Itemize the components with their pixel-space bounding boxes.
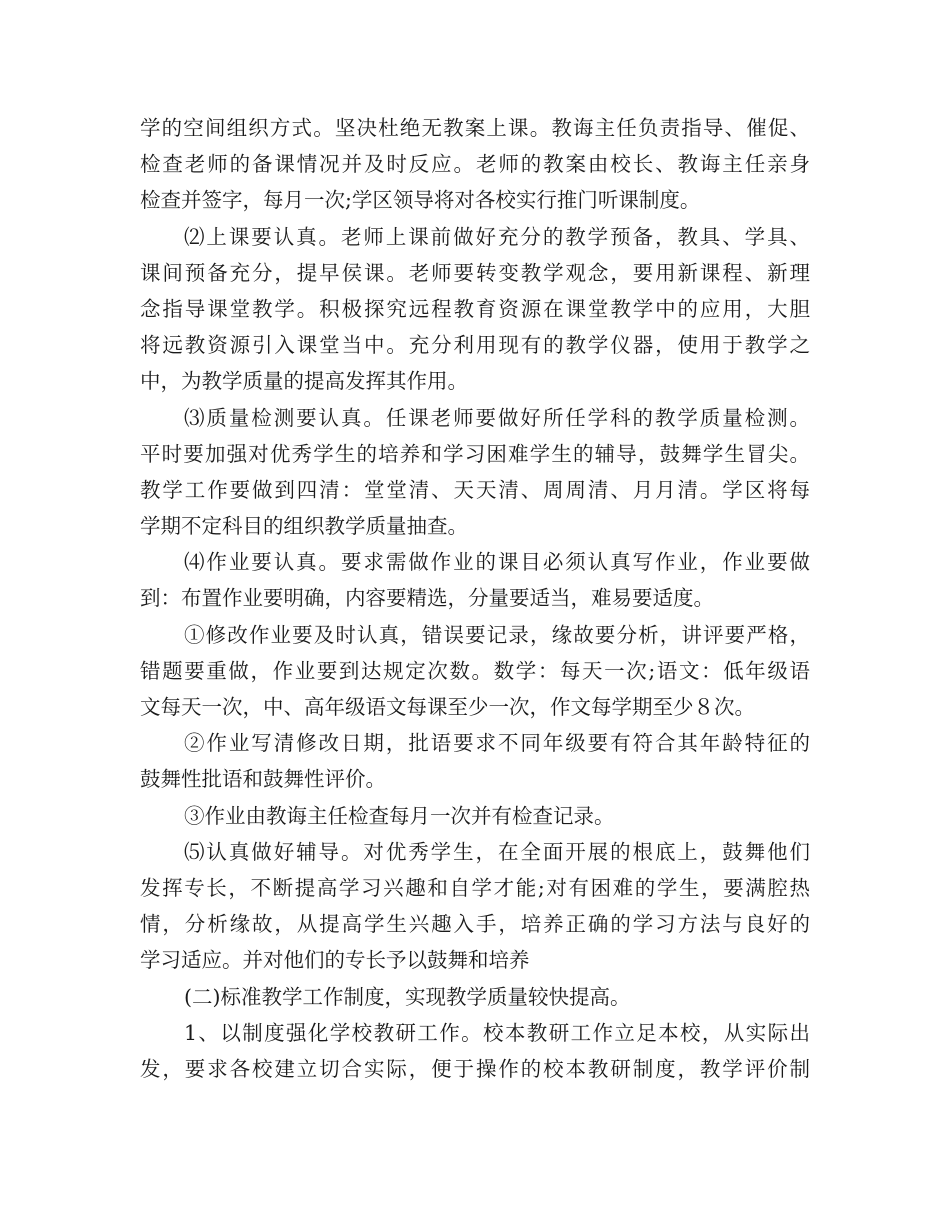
document-page — [140, 110, 810, 1087]
text-line: 情，分析缘故，从提高学生兴趣入手，培养正确的学习方法与良好的 — [140, 912, 810, 937]
text-line: 学的空间组织方式。坚决杜绝无教案上课。教诲主任负责指导、催促、 — [140, 116, 810, 140]
text-line: 错题要重做，作业要到达规定次数。数学：每天一次;语文：低年级语 — [140, 658, 810, 683]
text-line: 课间预备充分，提早侯课。老师要转变教学观念，要用新课程、新理 — [140, 260, 810, 285]
text-line: 文每天一次，中、高年级语文每课至少一次，作文每学期至少８次。 — [140, 695, 755, 719]
text-line: 鼓舞性批语和鼓舞性评价。 — [140, 767, 386, 792]
text-line: ②作业写清修改日期，批语要求不同年级要有符合其年龄特征的 — [184, 731, 810, 756]
text-line: 平时要加强对优秀学生的培养和学习困难学生的辅导，鼓舞学生冒尖。 — [140, 441, 810, 466]
text-line: ⑸认真做好辅导。对优秀学生，在全面开展的根底上，鼓舞他们 — [184, 839, 810, 864]
text-line: 到：布置作业要明确，内容要精选，分量要适当，难易要适度。 — [140, 586, 714, 611]
text-line: 学习适应。并对他们的专长予以鼓舞和培养 — [140, 948, 530, 973]
text-line: ⑶质量检测要认真。任课老师要做好所任学科的教学质量检测。 — [184, 405, 810, 430]
text-line: ①修改作业要及时认真，错误要记录，缘故要分析，讲评要严格， — [184, 622, 810, 647]
text-line: 将远教资源引入课堂当中。充分利用现有的教学仪器，使用于教学之 — [140, 333, 810, 358]
text-line: 教学工作要做到四清：堂堂清、天天清、周周清、月月清。学区将每 — [140, 477, 810, 502]
text-line: 中，为教学质量的提高发挥其作用。 — [140, 369, 468, 394]
text-line: 念指导课堂教学。积极探究远程教育资源在课堂教学中的应用，大胆 — [140, 296, 810, 321]
text-line: ⑵上课要认真。老师上课前做好充分的教学预备，教具、学具、 — [184, 224, 810, 249]
text-line: ③作业由教诲主任检查每月一次并有检查记录。 — [184, 803, 615, 828]
text-line: 发挥专长，不断提高学习兴趣和自学才能;对有困难的学生，要满腔热 — [140, 875, 810, 900]
text-line: 学期不定科目的组织教学质量抽查。 — [140, 514, 468, 539]
text-line: 检查并签字，每月一次;学区领导将对各校实行推门听课制度。 — [140, 188, 701, 213]
text-line: (二)标准教学工作制度，实现教学质量较快提高。 — [184, 984, 631, 1009]
text-line: ⑷作业要认真。要求需做作业的课目必须认真写作业，作业要做 — [184, 550, 810, 575]
text-line: 检查老师的备课情况并及时反应。老师的教案由校长、教诲主任亲身 — [140, 152, 810, 177]
text-line: 发，要求各校建立切合实际，便于操作的校本教研制度，教学评价制 — [140, 1056, 810, 1081]
text-line: 1、以制度强化学校教研工作。校本教研工作立足本校，从实际出 — [184, 1020, 810, 1045]
